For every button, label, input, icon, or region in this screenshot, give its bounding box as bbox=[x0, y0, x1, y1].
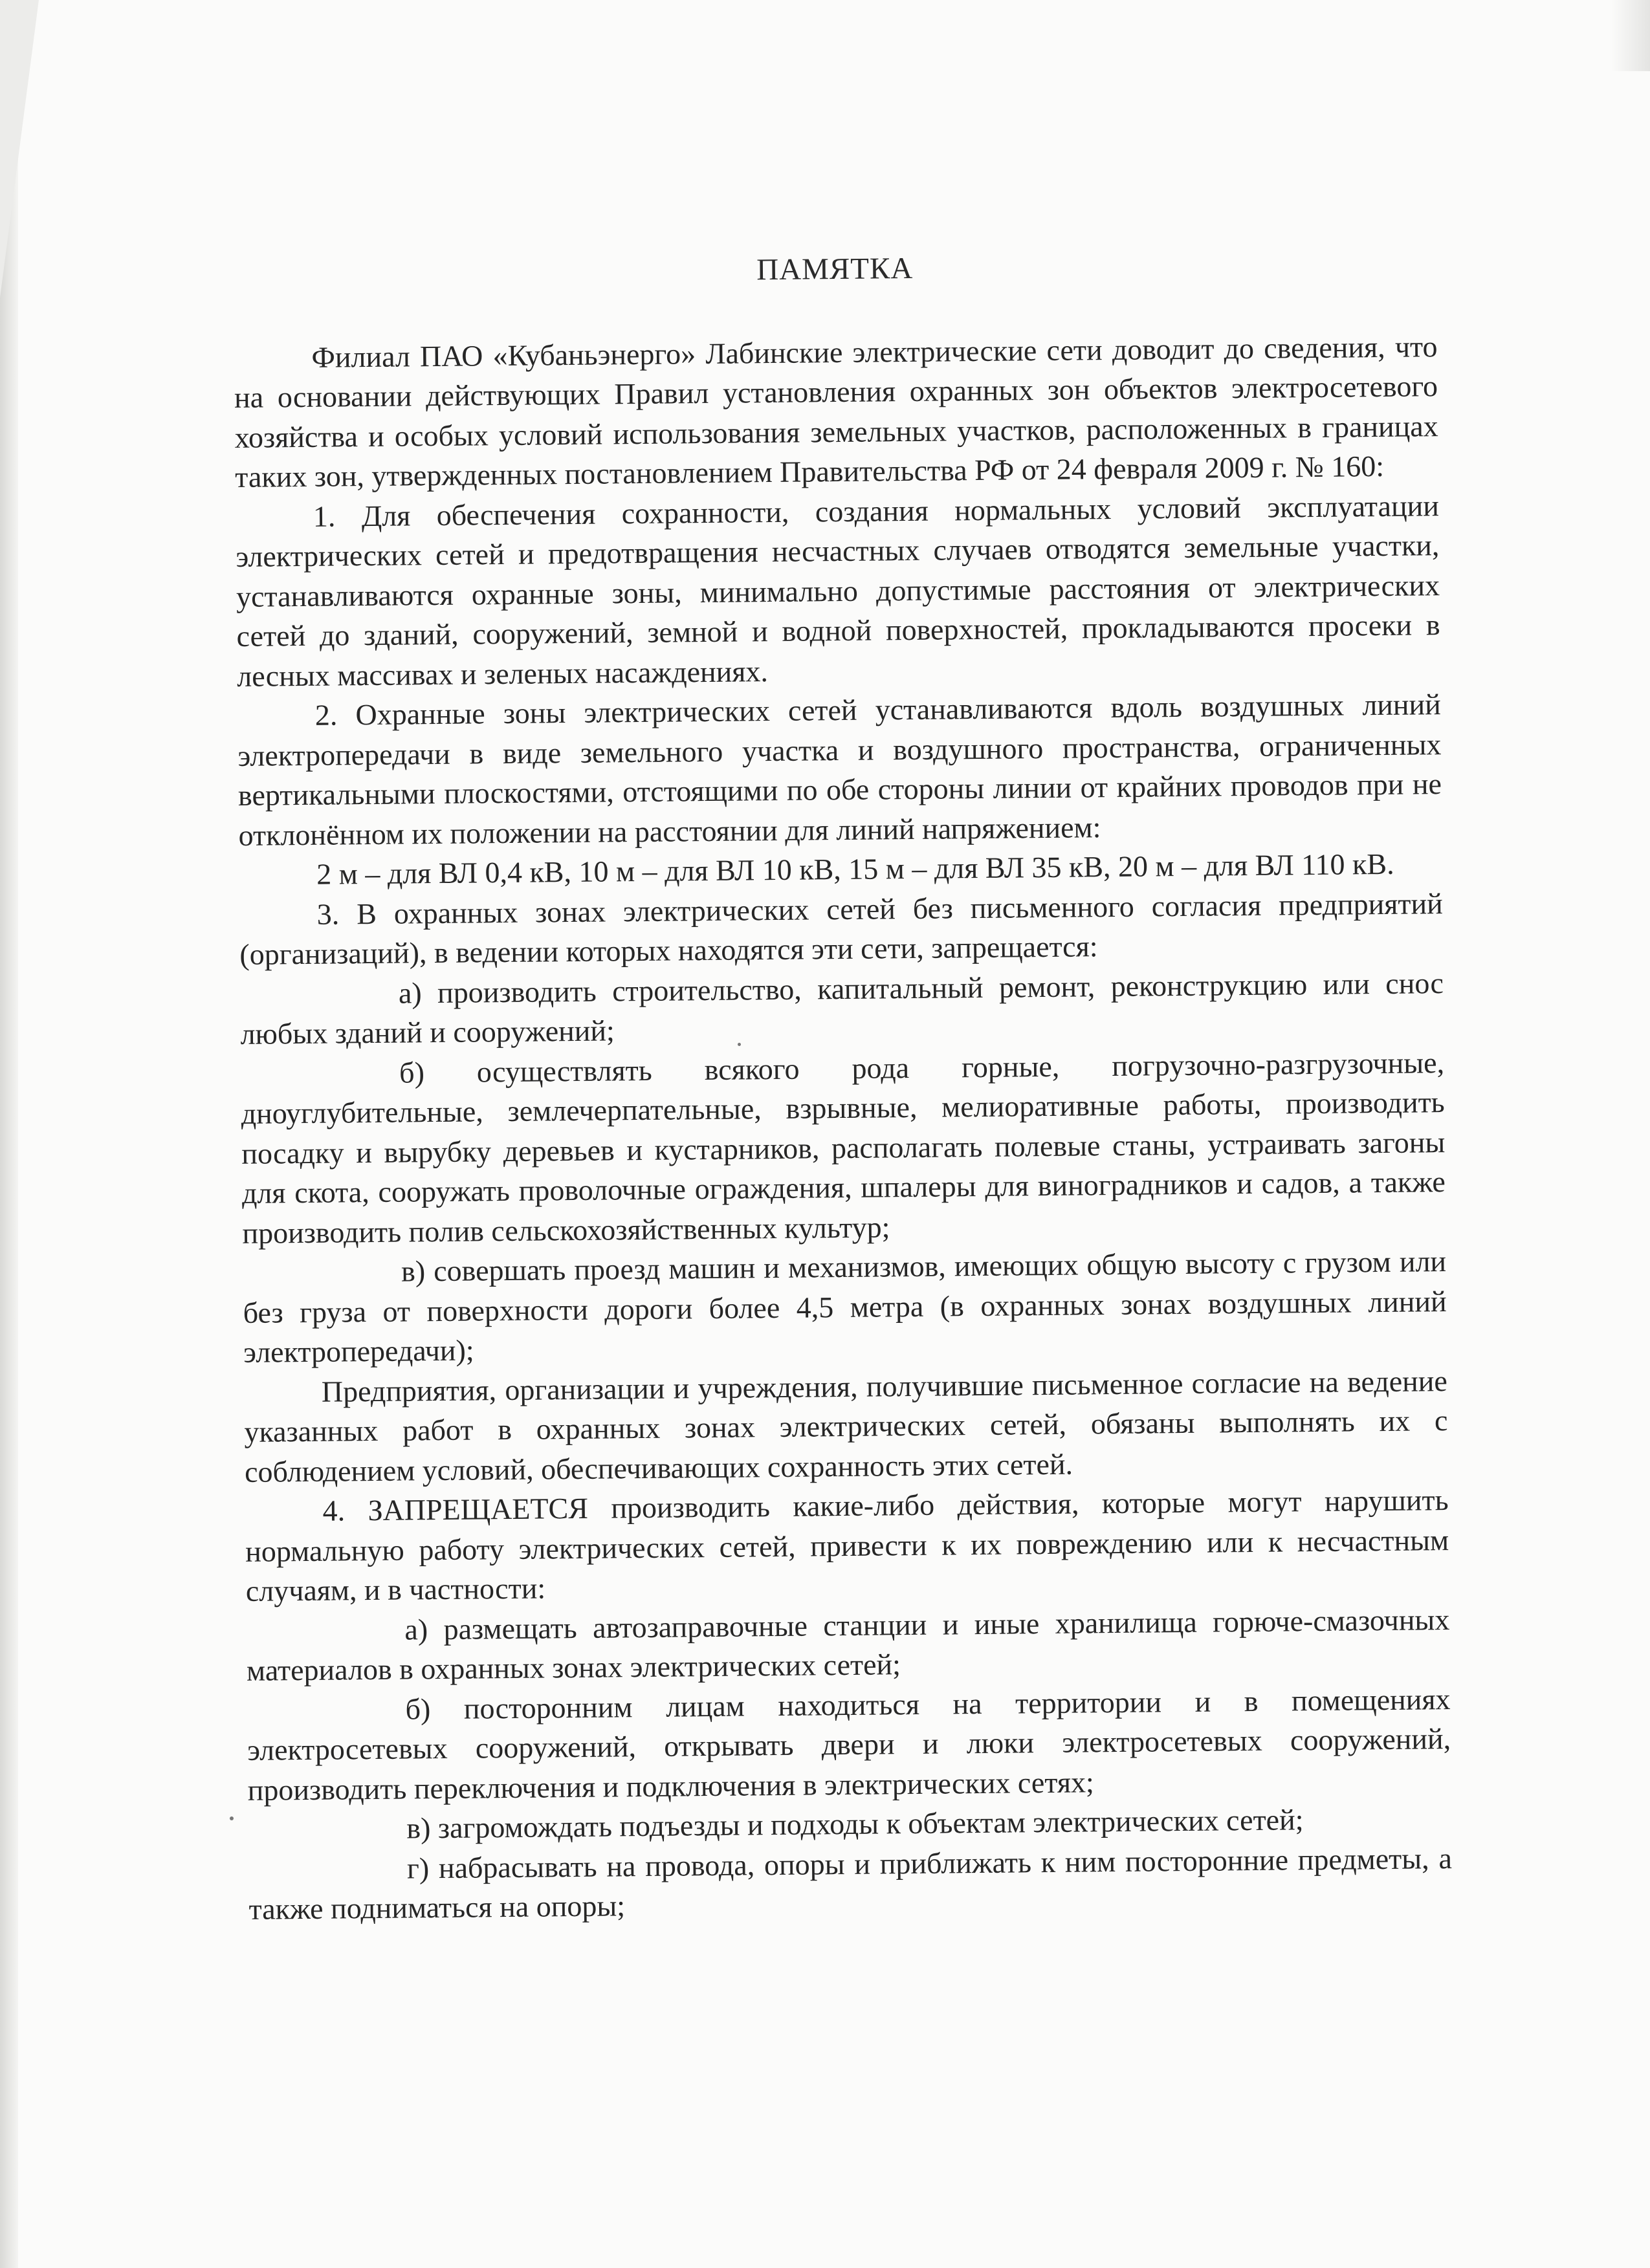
document-title: ПАМЯТКА bbox=[756, 251, 914, 287]
page-corner-fold bbox=[0, 0, 39, 298]
document-body bbox=[233, 244, 1453, 1929]
scan-edge-shadow bbox=[0, 0, 18, 2268]
item-3b-paragraph: б) осуществлять всякого рода горные, погрузочно-разгрузочные, дноуглубительные, землечерпательные, взрывные, мелиоративные работы, производить посадку и вырубку деревьев и кустарников, располагать полевые станы, устраивать загоны для скота, сооружать проволочные ограждения, шпалеры для виноградников и садов, а также производить полив сельскохозяйственных культур; bbox=[241, 1045, 1446, 1250]
item-4b-paragraph: б) посторонним лицам находиться на территории и в помещениях электросетевых сооружений, открывать двери и люки электросетевых сооружений, производить переключения и подключения в электрических сетях; bbox=[247, 1682, 1451, 1807]
intro-paragraph: Филиал ПАО «Кубаньэнерго» Лабинские электрические сети доводит до сведения, что на основании действующих Правил установления охранных зон объектов электросетевого хозяйства и особых условий использования земельных участков, расположенных в границах таких зон, утвержденных постановлением Правительства РФ от 24 февраля 2009 г. № 160: bbox=[234, 329, 1438, 494]
item-2-distances: 2 м – для ВЛ 0,4 кВ, 10 м – для ВЛ 10 кВ, 15 м – для ВЛ 35 кВ, 20 м – для ВЛ 110 кВ. bbox=[316, 847, 1394, 891]
scan-corner-shadow bbox=[1611, 0, 1650, 71]
item-3-paragraph: 3. В охранных зонах электрических сетей без письменного согласия предприятий (организаций), в ведении которых находятся эти сети, запрещается: bbox=[239, 886, 1443, 971]
item-3v-paragraph: в) совершать проезд машин и механизмов, имеющих общую высоту с грузом или без груза от поверхности дороги более 4,5 метра (в охранных зонах воздушных линий электропередачи); bbox=[243, 1245, 1447, 1369]
item-3a-paragraph: а) производить строительство, капитальный ремонт, реконструкцию или снос любых зданий и сооружений; bbox=[240, 966, 1444, 1051]
scan-speck bbox=[738, 1043, 741, 1046]
item-4g-paragraph: г) набрасывать на провода, опоры и приближать к ним посторонние предметы, а также подниматься на опоры; bbox=[248, 1841, 1453, 1926]
scan-speck bbox=[230, 1816, 234, 1820]
item-3-note-paragraph: Предприятия, организации и учреждения, получившие письменное согласие на ведение указанных работ в охранных зонах электрических сетей, обязаны выполнять их с соблюдением условий, обеспечивающих сохранность этих сетей. bbox=[244, 1364, 1448, 1488]
item-4a-paragraph: а) размещать автозаправочные станции и иные хранилища горюче-смазочных материалов в охранных зонах электрических сетей; bbox=[246, 1602, 1450, 1687]
item-4-paragraph: 4. ЗАПРЕЩАЕТСЯ производить какие-либо действия, которые могут нарушить нормальную работу электрических сетей, привести к их повреждению или к несчастным случаям, и в частности: bbox=[245, 1483, 1449, 1608]
item-2-paragraph: 2. Охранные зоны электрических сетей устанавливаются вдоль воздушных линий электропередачи в виде земельного участка и воздушного пространства, ограниченных вертикальными плоскостями, отстоящими по обе стороны линии от крайних проводов при не отклонённом их положении на расстоянии для линий напряжением: bbox=[237, 688, 1442, 852]
item-4v-paragraph: в) загромождать подъезды и подходы к объектам электрических сетей; bbox=[406, 1803, 1304, 1845]
item-1-paragraph: 1. Для обеспечения сохранности, создания нормальных условий эксплуатации электрических сетей и предотвращения несчастных случаев отводятся земельные участки, устанавливаются охранные зоны, минимально допустимые расстояния от электрических сетей до зданий, сооружений, земной и водной поверхностей, прокладываются просеки в лесных массивах и зеленых насаждениях. bbox=[236, 488, 1440, 693]
